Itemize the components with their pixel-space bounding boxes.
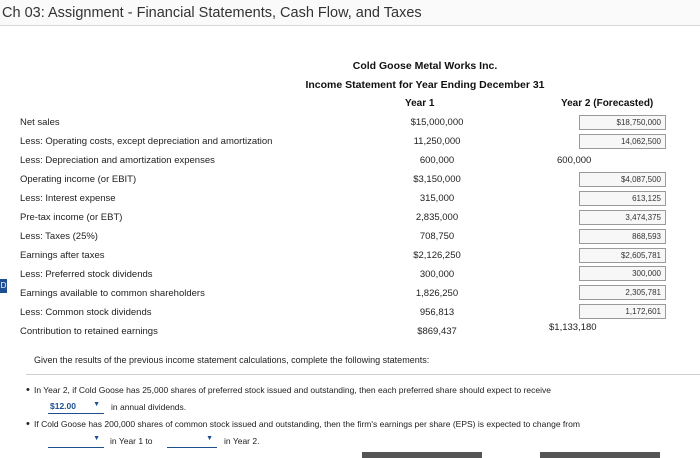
- statements-panel: [26, 374, 700, 458]
- year2-preferred-dividends-field[interactable]: 300,000: [579, 266, 666, 281]
- table-row: [12, 304, 672, 322]
- row-year1-value: $15,000,000: [410, 117, 464, 128]
- chevron-down-icon: ▼: [93, 401, 100, 408]
- table-row: [12, 190, 672, 208]
- year2-net-sales-field[interactable]: $18,750,000: [579, 115, 666, 130]
- row-label: Less: Operating costs, except depreciation and amortization: [20, 136, 273, 147]
- table-row: [12, 285, 672, 303]
- row-label: Operating income (or EBIT): [20, 174, 137, 185]
- col-year1-header: Year 1: [405, 98, 435, 109]
- bullet-text: In Year 2, if Cold Goose has 25,000 shares of preferred stock issued and outstanding, then each preferred share should expect to receive: [34, 385, 551, 395]
- preferred-dividend-dropdown[interactable]: [48, 401, 104, 414]
- row-label: Less: Preferred stock dividends: [20, 269, 153, 280]
- row-year1-value: $2,126,250: [413, 250, 461, 261]
- year2-common-dividends-field[interactable]: 1,172,601: [579, 304, 666, 319]
- row-year1-value: 1,826,250: [415, 288, 459, 299]
- year2-ebt-field[interactable]: 3,474,375: [579, 210, 666, 225]
- bullet-text-after: in Year 2.: [224, 436, 260, 446]
- question-prompt: Given the results of the previous income statement calculations, complete the following statements:: [34, 355, 430, 365]
- table-row: [12, 247, 672, 265]
- row-label: Earnings available to common shareholders: [20, 288, 205, 299]
- col-year2-header: Year 2 (Forecasted): [561, 98, 654, 109]
- bullet-eps-change: [34, 419, 580, 429]
- table-row: [12, 266, 672, 284]
- statement-subtitle: Income Statement for Year Ending December 31: [305, 79, 545, 91]
- row-label: Net sales: [20, 117, 60, 128]
- bullet-text: If Cold Goose has 200,000 shares of common stock issued and outstanding, then the firm's earnings per share (EPS) is expected to change from: [34, 419, 580, 429]
- year2-depreciation-value: 600,000: [557, 155, 592, 166]
- row-label: Less: Taxes (25%): [20, 231, 98, 242]
- clipped-table-edge: [362, 452, 482, 458]
- row-year1-value: 11,250,000: [413, 136, 461, 147]
- row-label: Pre-tax income (or EBT): [20, 212, 123, 223]
- year2-eat-field[interactable]: $2,605,781: [579, 248, 666, 263]
- table-row: [12, 209, 672, 227]
- table-row: [12, 133, 672, 151]
- side-tab[interactable]: D: [0, 279, 7, 293]
- table-row: [12, 171, 672, 189]
- year2-interest-field[interactable]: 613,125: [579, 191, 666, 206]
- row-year1-value: 708,750: [419, 231, 455, 242]
- company-name: Cold Goose Metal Works Inc.: [352, 60, 498, 72]
- chevron-down-icon: ▼: [206, 435, 213, 442]
- year2-retained-earnings-value: $1,133,180: [549, 322, 597, 333]
- year2-earnings-common-field[interactable]: 2,305,781: [579, 285, 666, 300]
- row-year1-value: 600,000: [419, 155, 455, 166]
- bullet-preferred-dividend: [34, 385, 551, 395]
- eps-year1-dropdown[interactable]: [48, 435, 104, 448]
- row-label: Less: Common stock dividends: [20, 307, 152, 318]
- row-year1-value: $3,150,000: [413, 174, 461, 185]
- eps-year2-dropdown[interactable]: [167, 435, 217, 448]
- row-year1-value: 300,000: [419, 269, 455, 280]
- row-label: Less: Depreciation and amortization expenses: [20, 155, 215, 166]
- dropdown-value: $12.00: [50, 401, 76, 411]
- table-row: [12, 114, 672, 132]
- row-year1-value: 2,835,000: [415, 212, 459, 223]
- row-label: Earnings after taxes: [20, 250, 105, 261]
- page-title: Ch 03: Assignment - Financial Statements, Cash Flow, and Taxes: [0, 0, 700, 26]
- clipped-table-edge: [540, 452, 660, 458]
- bullet-text-after: in annual dividends.: [111, 402, 187, 412]
- year2-taxes-field[interactable]: 868,593: [579, 229, 666, 244]
- row-label: Less: Interest expense: [20, 193, 116, 204]
- row-year1-value: $869,437: [417, 326, 457, 337]
- year2-ebit-field[interactable]: $4,087,500: [579, 172, 666, 187]
- year2-operating-costs-field[interactable]: 14,062,500: [579, 134, 666, 149]
- row-year1-value: 956,813: [419, 307, 455, 318]
- bullet-text-mid: in Year 1 to: [110, 436, 153, 446]
- chevron-down-icon: ▼: [93, 435, 100, 442]
- row-year1-value: 315,000: [419, 193, 455, 204]
- row-label: Contribution to retained earnings: [20, 326, 158, 337]
- table-row: [12, 228, 672, 246]
